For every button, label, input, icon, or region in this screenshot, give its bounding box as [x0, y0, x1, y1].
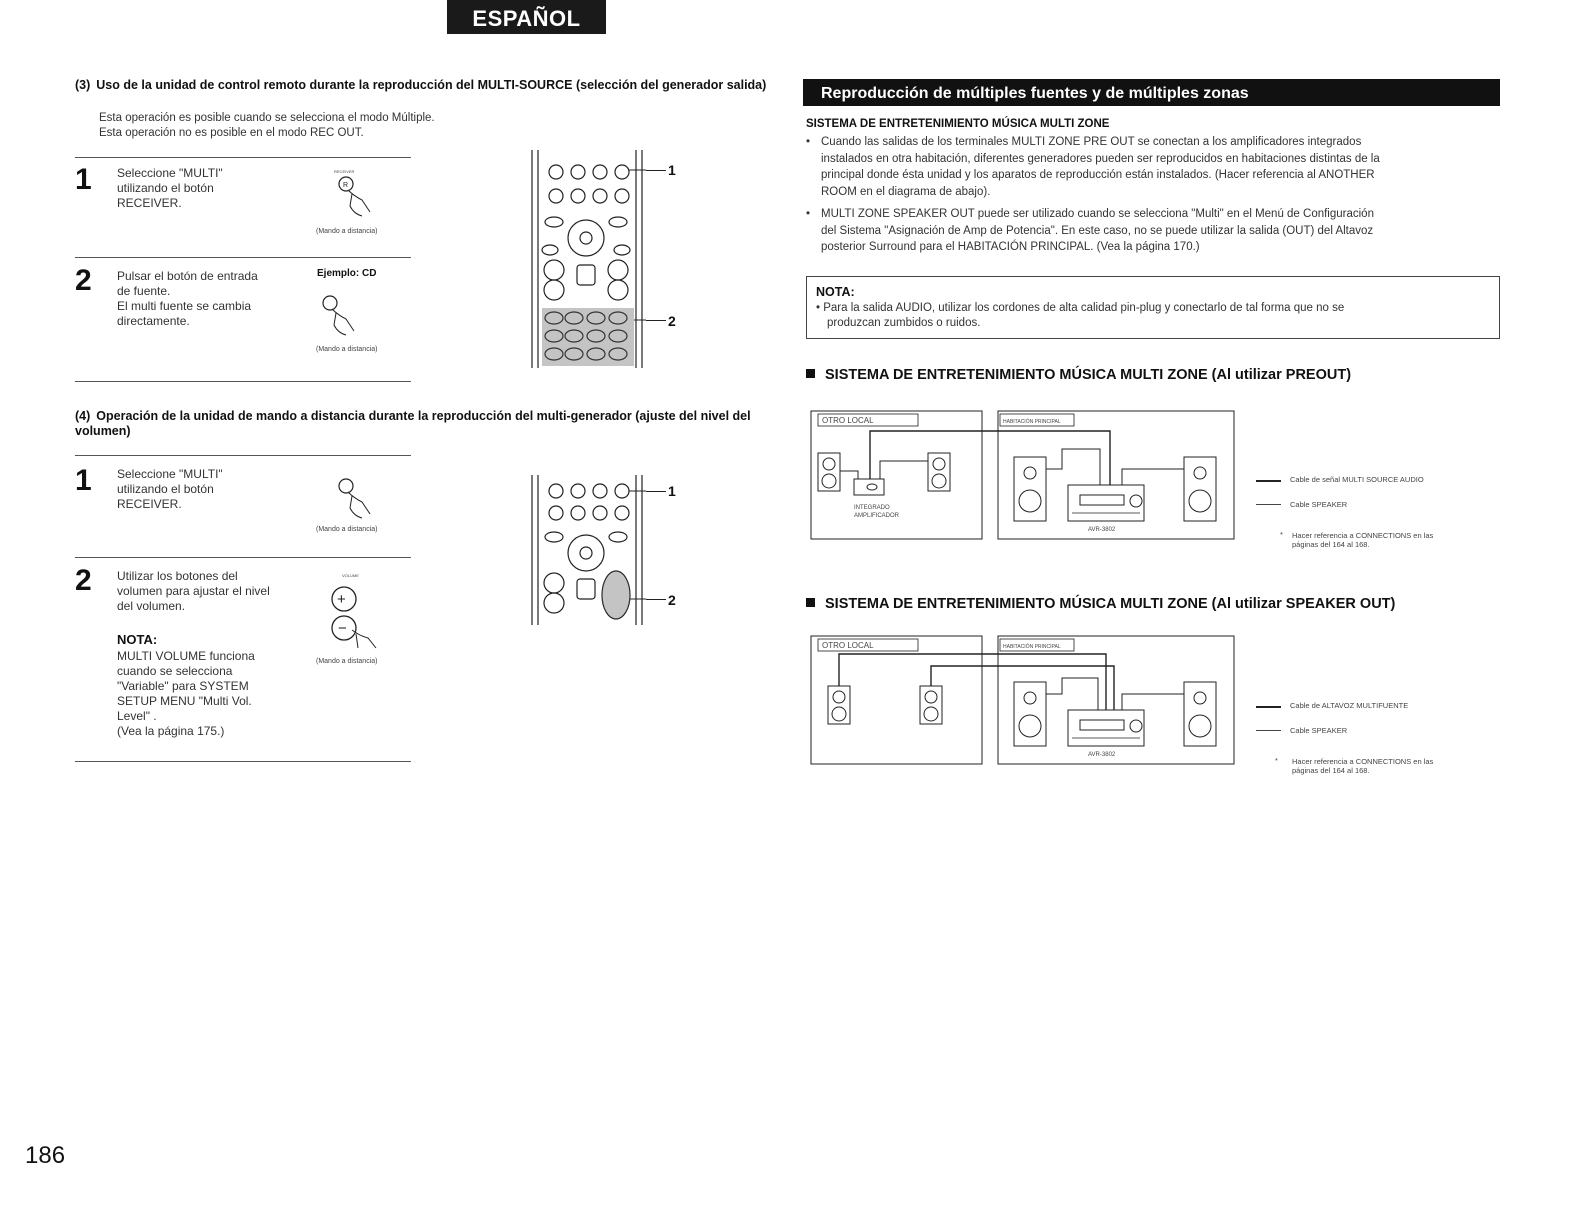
- hand-pressing-cd-icon: [308, 285, 378, 343]
- bullet-item: [806, 134, 1500, 200]
- step-line: directamente.: [117, 314, 190, 328]
- callout-number: 2: [668, 592, 676, 608]
- note-line: MULTI VOLUME funciona: [117, 649, 255, 663]
- bullet-line: instalados en otra habitación, diferentes generadores pueden ser reproducidos en habitaciones distintas de la: [821, 152, 1380, 165]
- legend-label: Cable SPEAKER: [1290, 726, 1348, 735]
- note-text: [816, 301, 1488, 331]
- svg-text:R: R: [343, 182, 349, 189]
- remote-control-illustration: [528, 475, 646, 625]
- bullet-line: Cuando las salidas de los terminales MULTI ZONE PRE OUT se conectan a los amplificadores integrados: [821, 136, 1362, 148]
- note-line: Hacer referencia a CONNECTIONS en las: [1292, 757, 1434, 766]
- svg-text:−: −: [338, 620, 347, 637]
- example-label: Ejemplo: CD: [317, 268, 377, 279]
- note-label: NOTA:: [816, 285, 855, 299]
- bullet-line: posterior Surround para el HABITACIÓN PRINCIPAL. (Vea la página 170.): [821, 241, 1200, 253]
- hand-pressing-volume-icon: [322, 570, 392, 650]
- callout-line: [646, 599, 666, 600]
- section-title-band: Reproducción de múltiples fuentes y de múltiples zonas: [803, 79, 1500, 106]
- room-label: OTRO LOCAL: [822, 641, 874, 650]
- section-4-heading: [75, 409, 771, 439]
- step-line: Pulsar el botón de entrada: [117, 269, 258, 283]
- section-3-line2: Esta operación no es posible en el modo REC OUT.: [99, 127, 364, 139]
- note-line: Hacer referencia a CONNECTIONS en las: [1292, 531, 1434, 540]
- divider: [75, 455, 411, 456]
- hand-pressing-receiver-icon: [330, 470, 390, 522]
- figure-caption: (Mando a distancia): [316, 228, 378, 235]
- wiring-diagram-speaker-out: [810, 634, 1240, 768]
- legend-label: Cable de señal MULTI SOURCE AUDIO: [1290, 475, 1424, 484]
- remote-control-illustration: [528, 150, 646, 370]
- divider: [75, 157, 411, 158]
- device-label: INTEGRADO: [854, 505, 890, 511]
- divider: [75, 761, 411, 762]
- legend-thick-line: [1256, 706, 1281, 708]
- section-3-title: Uso de la unidad de control remoto durante la reproducción del MULTI-SOURCE (selección del generador salida): [96, 78, 767, 92]
- legend-thin-line: [1256, 504, 1281, 505]
- note-line: páginas del 164 al 168.: [1292, 766, 1370, 775]
- note-text: [117, 649, 255, 739]
- svg-text:+: +: [337, 591, 346, 608]
- bullet-item: [806, 206, 1500, 256]
- figure-caption: (Mando a distancia): [316, 658, 378, 665]
- note-line: SETUP MENU "Multi Vol.: [117, 694, 252, 708]
- step-text: [117, 467, 223, 512]
- subsection-heading: SISTEMA DE ENTRETENIMIENTO MÚSICA MULTI ZONE: [806, 118, 1110, 130]
- note-box: [806, 276, 1500, 339]
- step-line: Utilizar los botones del: [117, 569, 238, 583]
- step-number: 1: [75, 464, 92, 497]
- note-line: produzcan zumbidos o ruidos.: [827, 317, 981, 329]
- asterisk-icon: *: [1275, 756, 1278, 765]
- step-text: [117, 569, 270, 614]
- step-line: volumen para ajustar el nivel: [117, 584, 270, 598]
- model-label: AVR-3802: [1088, 752, 1116, 758]
- bullet-dot: •: [806, 136, 811, 148]
- step-line: El multi fuente se cambia: [117, 299, 252, 313]
- reference-note: [1292, 757, 1433, 775]
- hand-pressing-receiver-icon: [330, 166, 390, 224]
- asterisk-icon: *: [1280, 530, 1283, 539]
- section-4-title: Operación de la unidad de mando a distancia durante la reproducción del multi-generador (ajuste del nivel del volumen): [75, 409, 751, 438]
- section-3-line1: Esta operación es posible cuando se selecciona el modo Múltiple.: [99, 112, 435, 124]
- page-number: 186: [25, 1142, 66, 1169]
- square-bullet-icon: [806, 369, 815, 378]
- divider: [75, 257, 411, 258]
- step-line: de fuente.: [117, 284, 171, 298]
- callout-number: 1: [668, 162, 676, 178]
- button-label: VOLUME: [342, 573, 359, 578]
- step-line: del volumen.: [117, 599, 186, 613]
- callout-line: [646, 170, 666, 171]
- step-line: utilizando el botón: [117, 482, 214, 496]
- step-line: Seleccione "MULTI": [117, 467, 223, 481]
- step-line: RECEIVER.: [117, 497, 182, 511]
- step-number: 2: [75, 264, 92, 297]
- step-number: 2: [75, 564, 92, 597]
- note-line: • Para la salida AUDIO, utilizar los cordones de alta calidad pin-plug y conectarlo de tal forma que no se: [816, 302, 1345, 314]
- square-bullet-icon: [806, 598, 815, 607]
- bullet-line: del Sistema "Asignación de Amp de Potencia". En este caso, no se puede utilizar la salida (OUT) del Altavoz: [821, 224, 1374, 237]
- bullet-line: principal donde ésta unidad y los aparatos de reproducción están instalados. (Hacer referencia al ANOTHER: [821, 169, 1375, 181]
- device-label: AMPLIFICADOR: [854, 513, 900, 519]
- step-text: [117, 166, 223, 211]
- language-tab: ESPAÑOL: [447, 0, 606, 34]
- section-3-heading: [75, 78, 771, 93]
- bullet-line: MULTI ZONE SPEAKER OUT puede ser utilizado cuando se selecciona "Multi" en el Menú de Configuración: [821, 208, 1374, 220]
- figure-caption: (Mando a distancia): [316, 526, 378, 533]
- button-label: RECEIVER: [334, 169, 355, 174]
- system-heading: SISTEMA DE ENTRETENIMIENTO MÚSICA MULTI ZONE (Al utilizar PREOUT): [806, 367, 1351, 383]
- section-4-number: (4): [75, 409, 91, 423]
- room-label: OTRO LOCAL: [822, 416, 874, 425]
- legend-thick-line: [1256, 480, 1281, 482]
- note-line: Level" .: [117, 709, 157, 723]
- legend-label: Cable de ALTAVOZ MULTIFUENTE: [1290, 701, 1409, 710]
- step-number: 1: [75, 163, 92, 196]
- room-label: HABITACIÓN PRINCIPAL: [1003, 419, 1061, 425]
- section-3-number: (3): [75, 78, 91, 92]
- step-line: Seleccione "MULTI": [117, 166, 223, 180]
- system-heading: SISTEMA DE ENTRETENIMIENTO MÚSICA MULTI ZONE (Al utilizar SPEAKER OUT): [806, 596, 1395, 612]
- divider: [75, 557, 411, 558]
- step-text: [117, 269, 258, 329]
- step-line: RECEIVER.: [117, 196, 182, 210]
- callout-line: [646, 320, 666, 321]
- legend-thin-line: [1256, 730, 1281, 731]
- step-line: utilizando el botón: [117, 181, 214, 195]
- reference-note: [1292, 531, 1433, 549]
- callout-number: 1: [668, 483, 676, 499]
- note-line: páginas del 164 al 168.: [1292, 540, 1370, 549]
- figure-caption: (Mando a distancia): [316, 346, 378, 353]
- room-label: HABITACIÓN PRINCIPAL: [1003, 644, 1061, 650]
- divider: [75, 381, 411, 382]
- note-line: "Variable" para SYSTEM: [117, 679, 249, 693]
- note-line: (Vea la página 175.): [117, 724, 225, 738]
- bullet-dot: •: [806, 208, 811, 220]
- callout-number: 2: [668, 313, 676, 329]
- note-label: NOTA:: [117, 632, 158, 647]
- legend-label: Cable SPEAKER: [1290, 500, 1348, 509]
- wiring-diagram-preout: [810, 409, 1240, 543]
- model-label: AVR-3802: [1088, 527, 1116, 533]
- bullet-line: ROOM en el diagrama de abajo).: [821, 185, 991, 198]
- note-line: cuando se selecciona: [117, 664, 233, 678]
- callout-line: [646, 491, 666, 492]
